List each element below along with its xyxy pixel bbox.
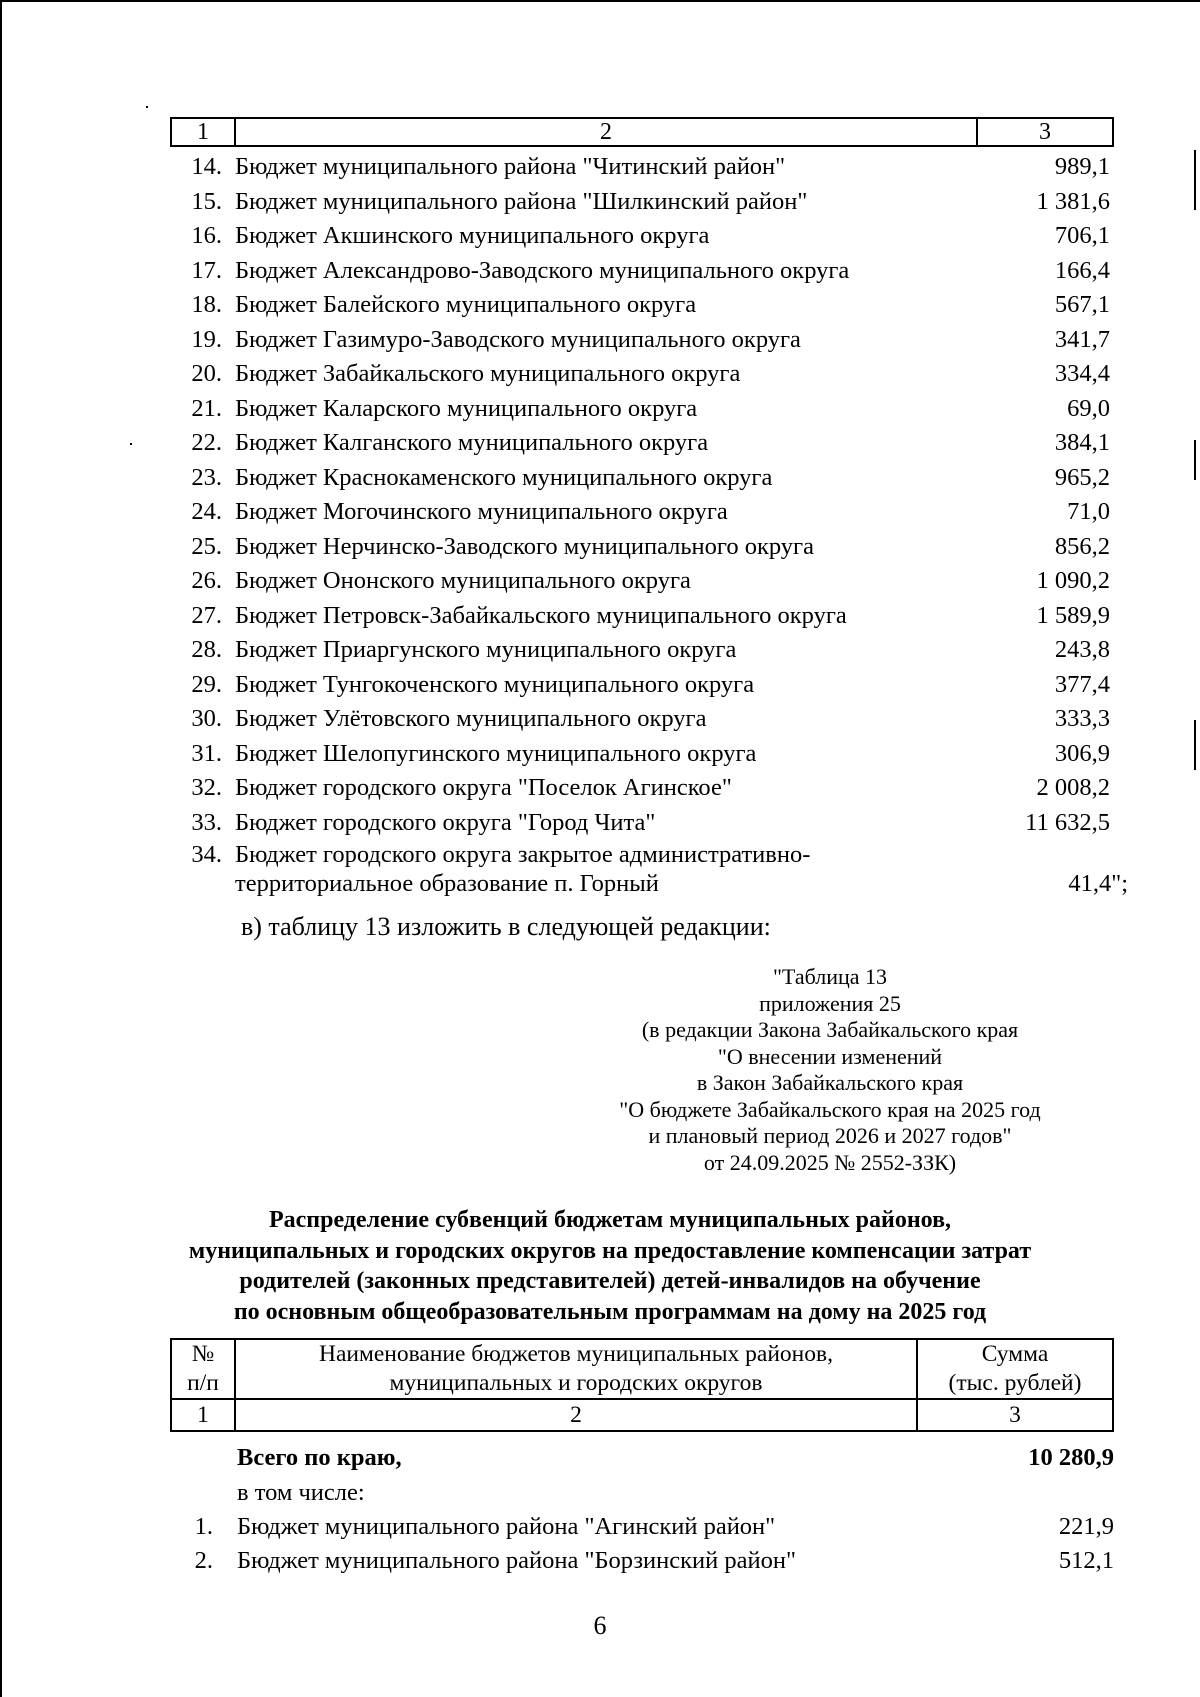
caption-line: и плановый период 2026 и 2027 годов"	[648, 1123, 1012, 1148]
row-value: 989,1	[1054, 153, 1110, 180]
row-number: 32.	[191, 774, 222, 801]
table-row	[0, 185, 1110, 220]
row-number: 19.	[191, 325, 222, 353]
row-value: 11 632,5	[1025, 808, 1110, 836]
row-name: Бюджет Могочинского муниципального округа	[235, 498, 728, 525]
including-label: в том числе:	[237, 1479, 365, 1506]
row-name: Бюджет городского округа "Поселок Агинское"	[235, 774, 732, 801]
row-value: 41,4";	[1068, 870, 1128, 897]
title-line: Распределение субвенций бюджетам муниципальных районов,	[268, 1207, 952, 1233]
caption-line: "О внесении изменений	[717, 1043, 943, 1069]
caption-line: "О бюджете Забайкальского края на 2025 год	[619, 1096, 1041, 1122]
header-text: Сумма	[981, 1341, 1049, 1367]
table-row	[0, 357, 1110, 392]
row-value: 221,9	[1058, 1513, 1114, 1540]
row-name: Бюджет муниципального района "Агинский район"	[237, 1513, 776, 1540]
row-name: Бюджет Приаргунского муниципального округа	[235, 636, 737, 663]
row-number: 29.	[191, 670, 222, 698]
table-row	[0, 737, 1110, 772]
header-cell-number	[171, 1339, 235, 1399]
row-name: Бюджет Нерчинско-Заводского муниципального округа	[235, 532, 814, 560]
row-value: 856,2	[1054, 532, 1110, 560]
row-value: 333,3	[1054, 705, 1110, 732]
row-name: Бюджет Балейского муниципального округа	[235, 291, 697, 318]
row-number: 14.	[191, 153, 222, 180]
row-number: 15.	[191, 187, 222, 215]
row-number: 1.	[194, 1513, 213, 1540]
scan-dot	[146, 106, 148, 108]
header-text: №	[191, 1341, 215, 1367]
row-value: 341,7	[1054, 325, 1110, 353]
row-name: Бюджет муниципального района "Шилкинский район"	[235, 187, 808, 215]
prev-table-column-numbers	[170, 117, 1114, 147]
row-value: 1 381,6	[1036, 187, 1110, 215]
title-line: родителей (законных представителей) детей-инвалидов на обучение	[239, 1268, 981, 1294]
row-number: 33.	[191, 808, 222, 836]
row-number: 21.	[191, 394, 222, 422]
instruction-text: в) таблицу 13 изложить в следующей редакции:	[241, 912, 771, 941]
row-number: 26.	[191, 567, 222, 594]
including-row	[170, 1476, 1114, 1510]
row-number: 31.	[191, 739, 222, 767]
row-value: 1 090,2	[1036, 567, 1110, 594]
table-row	[0, 668, 1110, 703]
row-name: Бюджет Акшинского муниципального округа	[235, 222, 710, 249]
table13-rows	[170, 1440, 1114, 1578]
column-number-3: 3	[977, 118, 1113, 146]
row-name-line1: Бюджет городского округа закрытое административно-	[235, 841, 811, 868]
total-row	[170, 1440, 1114, 1476]
table-row	[0, 771, 1110, 806]
table-title	[140, 1205, 1080, 1327]
title-line: по основным общеобразовательным программам на дому на 2025 год	[233, 1298, 987, 1325]
table-row	[0, 599, 1110, 634]
row-name: Бюджет Петровск-Забайкальского муниципального округа	[235, 601, 847, 629]
row-value: 334,4	[1054, 360, 1110, 387]
table-row	[0, 323, 1110, 358]
row-value: 567,1	[1054, 291, 1110, 318]
row-value: 2 008,2	[1036, 774, 1110, 801]
scan-mark	[1194, 150, 1196, 210]
row-value: 69,0	[1067, 394, 1110, 422]
row-name: Бюджет Калганского муниципального округа	[235, 429, 709, 456]
row-name: Бюджет Тунгокоченского муниципального округа	[235, 670, 755, 698]
row-name: Бюджет Ононского муниципального округа	[235, 567, 691, 594]
column-number-2: 2	[235, 1399, 917, 1431]
row-name: Бюджет Каларского муниципального округа	[235, 394, 698, 422]
row-name: Бюджет городского округа "Город Чита"	[235, 808, 656, 836]
caption-line: "Таблица 13	[772, 964, 888, 989]
header-text: п/п	[187, 1370, 219, 1396]
row-name: Бюджет Александрово-Заводского муниципального округа	[235, 256, 850, 284]
table-row	[0, 150, 1110, 185]
table-row	[0, 633, 1110, 668]
header-text: Наименование бюджетов муниципальных районов,	[319, 1341, 833, 1367]
prev-table-rows	[0, 150, 1128, 898]
row-number: 23.	[191, 463, 222, 491]
row-number: 34.	[191, 841, 222, 868]
column-number-1: 1	[171, 1399, 235, 1431]
row-name: Бюджет Краснокаменского муниципального округа	[235, 463, 773, 491]
row-value: 965,2	[1054, 463, 1110, 491]
row-number: 20.	[191, 360, 222, 387]
caption-line: (в редакции Закона Забайкальского края	[641, 1017, 1019, 1042]
table-row	[0, 426, 1110, 461]
row-number: 17.	[191, 256, 222, 284]
row-number: 18.	[191, 291, 222, 318]
table-row	[0, 564, 1110, 599]
scan-mark	[1194, 440, 1196, 480]
row-value: 706,1	[1054, 222, 1110, 249]
table-row	[0, 530, 1110, 565]
row-value: 243,8	[1054, 636, 1110, 663]
row-number: 16.	[191, 222, 222, 249]
table-row	[170, 1544, 1114, 1578]
row-name-line2: территориальное образование п. Горный	[235, 870, 659, 897]
row-number: 2.	[194, 1547, 213, 1574]
row-value: 166,4	[1054, 256, 1110, 284]
total-label: Всего по краю,	[237, 1444, 402, 1471]
row-name: Бюджет Газимуро-Заводского муниципального округа	[235, 325, 801, 353]
scan-mark	[1194, 720, 1196, 770]
column-number-3: 3	[917, 1399, 1113, 1431]
row-value: 71,0	[1067, 498, 1110, 525]
table-row	[0, 288, 1110, 323]
column-number-1: 1	[171, 118, 235, 146]
row-value: 512,1	[1058, 1547, 1114, 1574]
table-caption	[560, 964, 1100, 1176]
row-number: 27.	[191, 601, 222, 629]
header-text: муниципальных и городских округов	[389, 1370, 763, 1396]
row-name: Бюджет Улётовского муниципального округа	[235, 705, 707, 732]
header-text: (тыс. рублей)	[948, 1370, 1082, 1396]
table-row	[0, 392, 1110, 427]
total-value: 10 280,9	[1028, 1444, 1114, 1471]
scan-edge-top	[0, 0, 1200, 2]
header-cell-name	[235, 1339, 917, 1399]
table-row	[0, 254, 1110, 289]
column-number-2: 2	[235, 118, 977, 146]
table-row	[0, 840, 1128, 898]
table-row	[0, 219, 1110, 254]
row-name: Бюджет Шелопугинского муниципального округа	[235, 739, 757, 767]
row-value: 384,1	[1054, 429, 1110, 456]
row-value: 377,4	[1054, 670, 1110, 698]
row-value: 306,9	[1054, 739, 1110, 767]
row-name: Бюджет муниципального района "Читинский район"	[235, 153, 786, 180]
row-name: Бюджет Забайкальского муниципального округа	[235, 360, 741, 387]
table-row	[0, 495, 1110, 530]
table-row	[0, 702, 1110, 737]
caption-line: приложения 25	[759, 990, 901, 1016]
caption-line: в Закон Забайкальского края	[696, 1070, 964, 1095]
page-number: 6	[593, 1611, 607, 1640]
table13-header	[170, 1338, 1114, 1432]
row-number: 22.	[191, 429, 222, 456]
row-name	[235, 840, 915, 898]
caption-line: от 24.09.2025 № 2552-ЗЗК)	[703, 1149, 957, 1175]
table-row	[170, 1510, 1114, 1544]
table-row	[0, 806, 1110, 841]
row-number: 24.	[191, 498, 222, 525]
header-cell-sum	[917, 1339, 1113, 1399]
table-row	[0, 461, 1110, 496]
row-value: 1 589,9	[1036, 601, 1110, 629]
row-number: 28.	[191, 636, 222, 663]
title-line: муниципальных и городских округов на предоставление компенсации затрат	[188, 1237, 1032, 1264]
row-number: 30.	[191, 705, 222, 732]
row-name: Бюджет муниципального района "Борзинский район"	[237, 1547, 796, 1574]
row-number: 25.	[191, 532, 222, 560]
